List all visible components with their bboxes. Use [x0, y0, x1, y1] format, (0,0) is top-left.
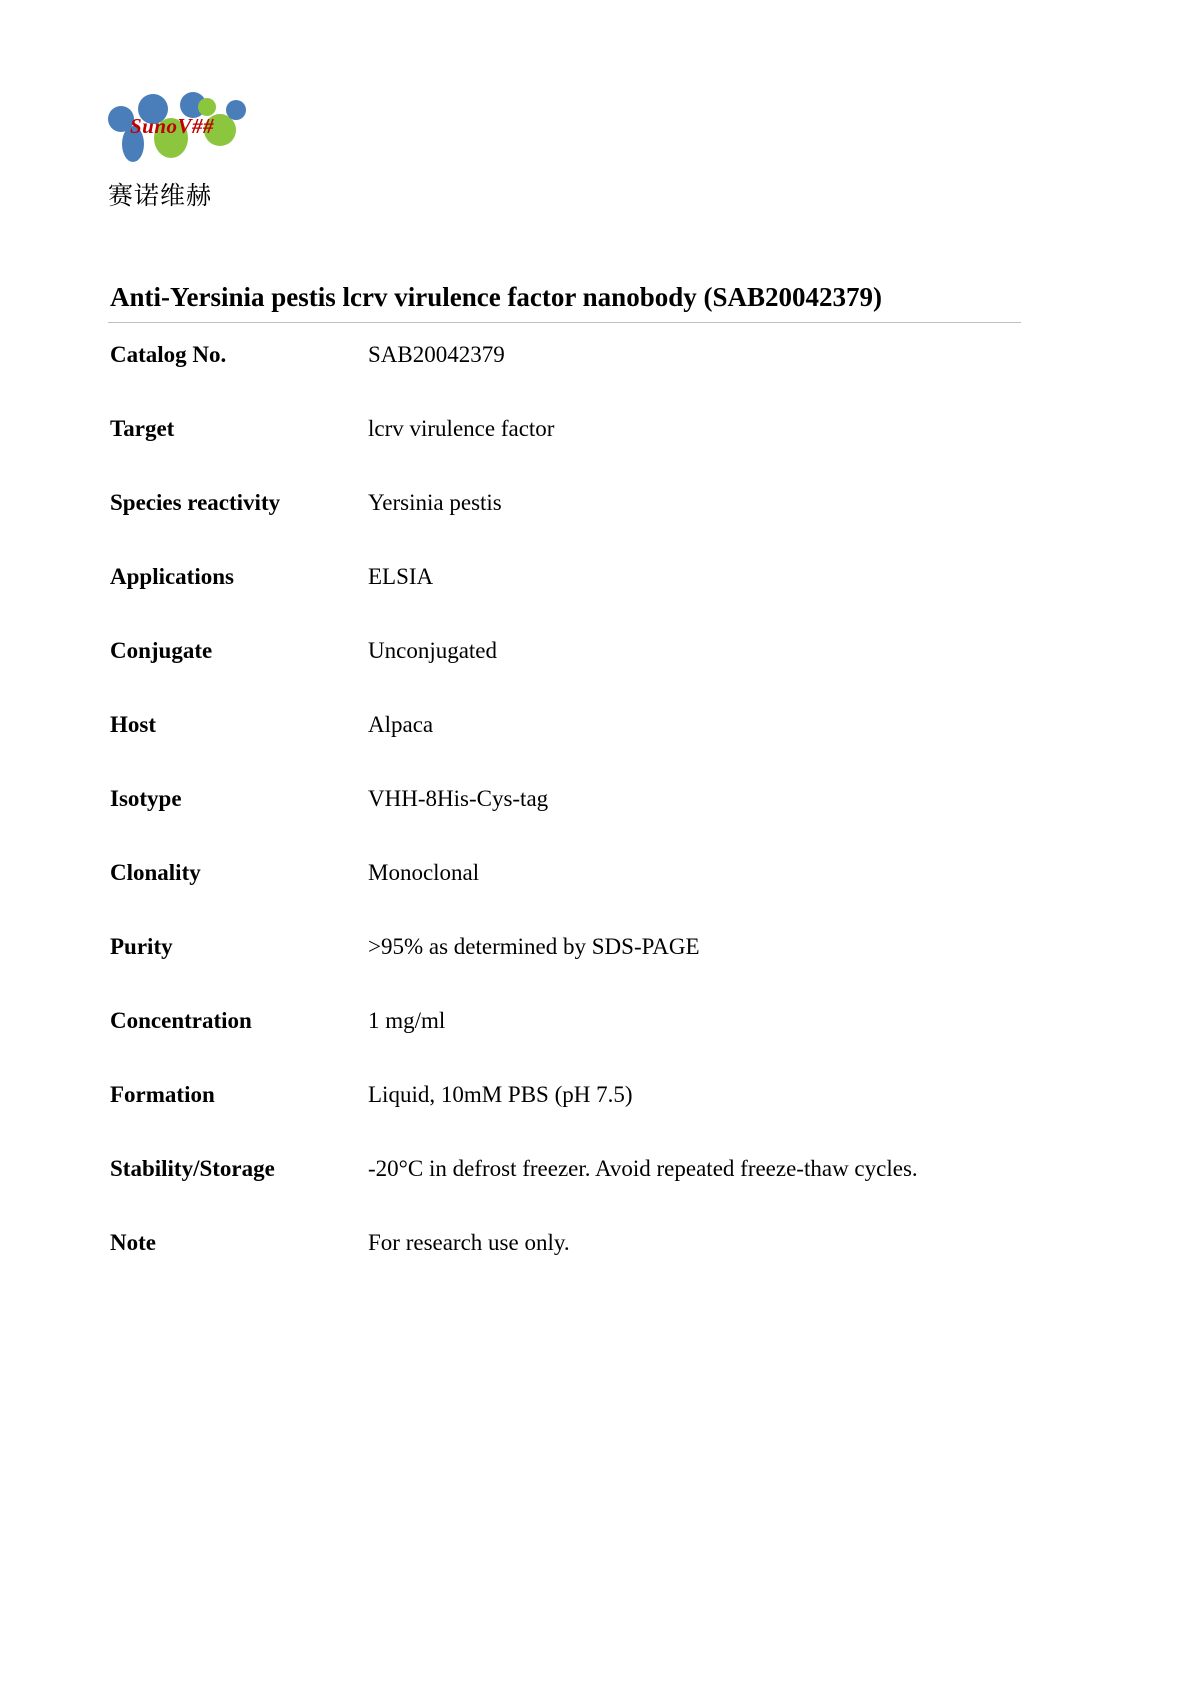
spec-value: Yersinia pestis: [368, 490, 502, 515]
logo-mark-icon: [108, 88, 258, 168]
spec-label: Clonality: [110, 860, 201, 885]
table-row: [110, 564, 1050, 638]
page-title: Anti-Yersinia pestis lcrv virulence factor nanobody (SAB20042379): [110, 282, 882, 313]
spec-value: Monoclonal: [368, 860, 480, 885]
specification-table: [110, 342, 1050, 1304]
spec-label: Species reactivity: [110, 490, 281, 515]
table-row: [110, 342, 1050, 416]
spec-value: For research use only.: [368, 1230, 570, 1255]
spec-value: 1 mg/ml: [368, 1008, 446, 1033]
spec-value: VHH-8His-Cys-tag: [368, 786, 549, 811]
table-row: [110, 712, 1050, 786]
table-row: [110, 416, 1050, 490]
spec-label: Catalog No.: [110, 342, 227, 367]
title-divider: [108, 322, 1021, 323]
spec-label: Isotype: [110, 786, 182, 811]
spec-value: SAB20042379: [368, 342, 505, 367]
spec-label: Conjugate: [110, 638, 213, 663]
spec-value: Unconjugated: [368, 638, 498, 663]
table-row: [110, 638, 1050, 712]
table-row: [110, 1230, 1050, 1304]
spec-value: -20°C in defrost freezer. Avoid repeated freeze-thaw cycles.: [368, 1156, 918, 1181]
table-row: [110, 1156, 1050, 1230]
spec-label: Note: [110, 1230, 156, 1255]
spec-value: Alpaca: [368, 712, 434, 737]
table-row: [110, 1008, 1050, 1082]
spec-label: Stability/Storage: [110, 1156, 275, 1181]
spec-label: Applications: [110, 564, 234, 589]
logo-chinese-name: 赛诺维赫: [108, 181, 213, 210]
table-row: [110, 860, 1050, 934]
specification-table-body: [110, 342, 1050, 1304]
spec-value: ELSIA: [368, 564, 434, 589]
spec-label: Host: [110, 712, 156, 737]
spec-label: Target: [110, 416, 175, 441]
spec-label: Concentration: [110, 1008, 252, 1033]
table-row: [110, 786, 1050, 860]
table-row: [110, 934, 1050, 1008]
spec-value: Liquid, 10mM PBS (pH 7.5): [368, 1082, 633, 1107]
table-row: [110, 1082, 1050, 1156]
table-row: [110, 490, 1050, 564]
spec-value: lcrv virulence factor: [368, 416, 555, 441]
spec-value: >95% as determined by SDS-PAGE: [368, 934, 700, 959]
spec-label: Purity: [110, 934, 173, 959]
logo-blob-icon: [226, 100, 246, 120]
company-logo: [108, 88, 408, 212]
logo-wordmark: SunoV##: [130, 114, 215, 138]
spec-label: Formation: [110, 1082, 215, 1107]
